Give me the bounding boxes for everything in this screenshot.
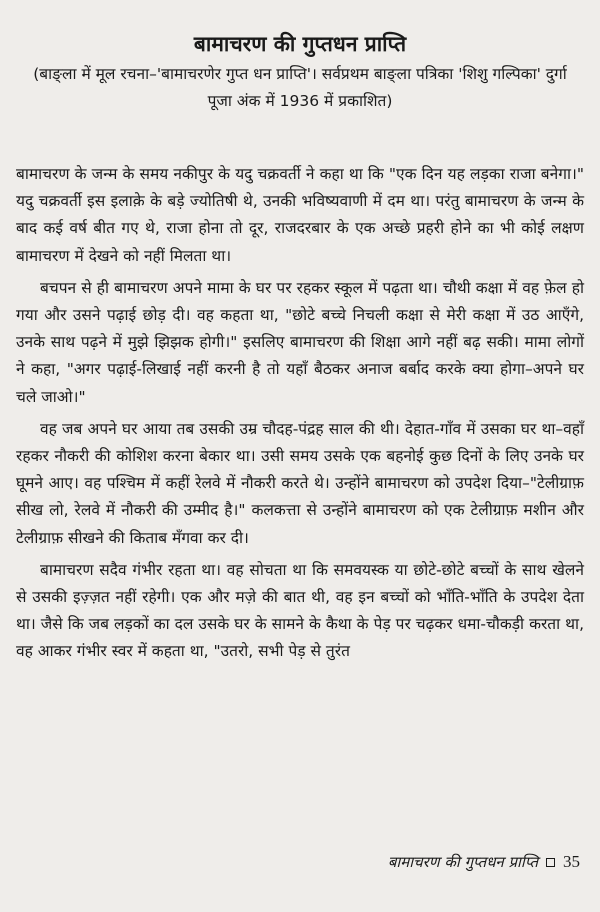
chapter-subtitle: (बाङ्ला में मूल रचना–'बामाचरणेर गुप्त धन प्राप्ति'। सर्वप्रथम बाङ्ला पत्रिका 'शिशु गल्पिका' दुर्गा पूजा अंक में 1936 में प्रकाशित) xyxy=(33,65,567,110)
page-number: 35 xyxy=(563,852,580,871)
chapter-title: बामाचरण की गुप्तधन प्राप्ति xyxy=(193,32,407,56)
running-title: बामाचरण की गुप्तधन प्राप्ति xyxy=(387,853,538,871)
paragraph-2: बचपन से ही बामाचरण अपने मामा के घर पर रहकर स्कूल में पढ़ता था। चौथी कक्षा में वह फ़ेल हो गया और उसने पढ़ाई छोड़ दी। वह कहता था, "छोटे बच्चे निचली कक्षा से मेरी कक्षा में उठ आएँगे, उनके साथ पढ़ने में मुझे झिझक होगी।" इसलिए बामाचरण की शिक्षा आगे नहीं बढ़ सकी। मामा लोगों ने कहा, "अगर पढ़ाई-लिखाई नहीं करनी है तो यहाँ बैठकर अनाज बर्बाद करके क्या होगा–अपने घर चले जाओ।" xyxy=(16,278,584,406)
page-footer xyxy=(388,852,580,872)
paragraph-4: बामाचरण सदैव गंभीर रहता था। वह सोचता था कि समवयस्क या छोटे-छोटे बच्चों के साथ खेलने से उसकी इज़्ज़त नहीं रहेगी। एक और मज़े की बात थी, वह इन बच्चों को भाँति-भाँति के उपदेश देता था। जैसे कि जब लड़कों का दल उसके घर के सामने के कैथा के पेड़ पर चढ़कर धमा-चौकड़ी करता था, वह आकर गंभीर स्वर में कहता था, "उतरो, सभी पेड़ से तुरंत xyxy=(16,560,584,661)
square-icon xyxy=(546,858,555,867)
paragraph-1: बामाचरण के जन्म के समय नकीपुर के यदु चक्रवर्ती ने कहा था कि "एक दिन यह लड़का राजा बनेगा।" यदु चक्रवर्ती इस इलाक़े के बड़े ज्योतिषी थे, उनकी भविष्यवाणी में दम था। परंतु बामाचरण के जन्म के बाद कई वर्ष बीत गए थे, राजा होना तो दूर, राजदरबार के एक अच्छे प्रहरी होने का भी कोई लक्षण बामाचरण में देखने को नहीं मिलता था। xyxy=(16,165,584,265)
body-text xyxy=(16,161,584,666)
paragraph-3: वह जब अपने घर आया तब उसकी उम्र चौदह-पंद्रह साल की थी। देहात-गाँव में उसका घर था–वहाँ रहकर नौकरी की कोशिश करना बेकार था। उसी समय उसके एक बहनोई कुछ दिनों के लिए उनके घर घूमने आए। वह पश्चिम में कहीं रेलवे में नौकरी करते थे। उन्होंने बामाचरण को उपदेश दिया–"टेलीग्राफ़ सीख लो, रेलवे में नौकरी की उम्मीद है।" कलकत्ता से उन्होंने बामाचरण को एक टेलीग्राफ़ मशीन और टेलीग्राफ़ सीखने की किताब मँगवा कर दी। xyxy=(16,419,584,547)
